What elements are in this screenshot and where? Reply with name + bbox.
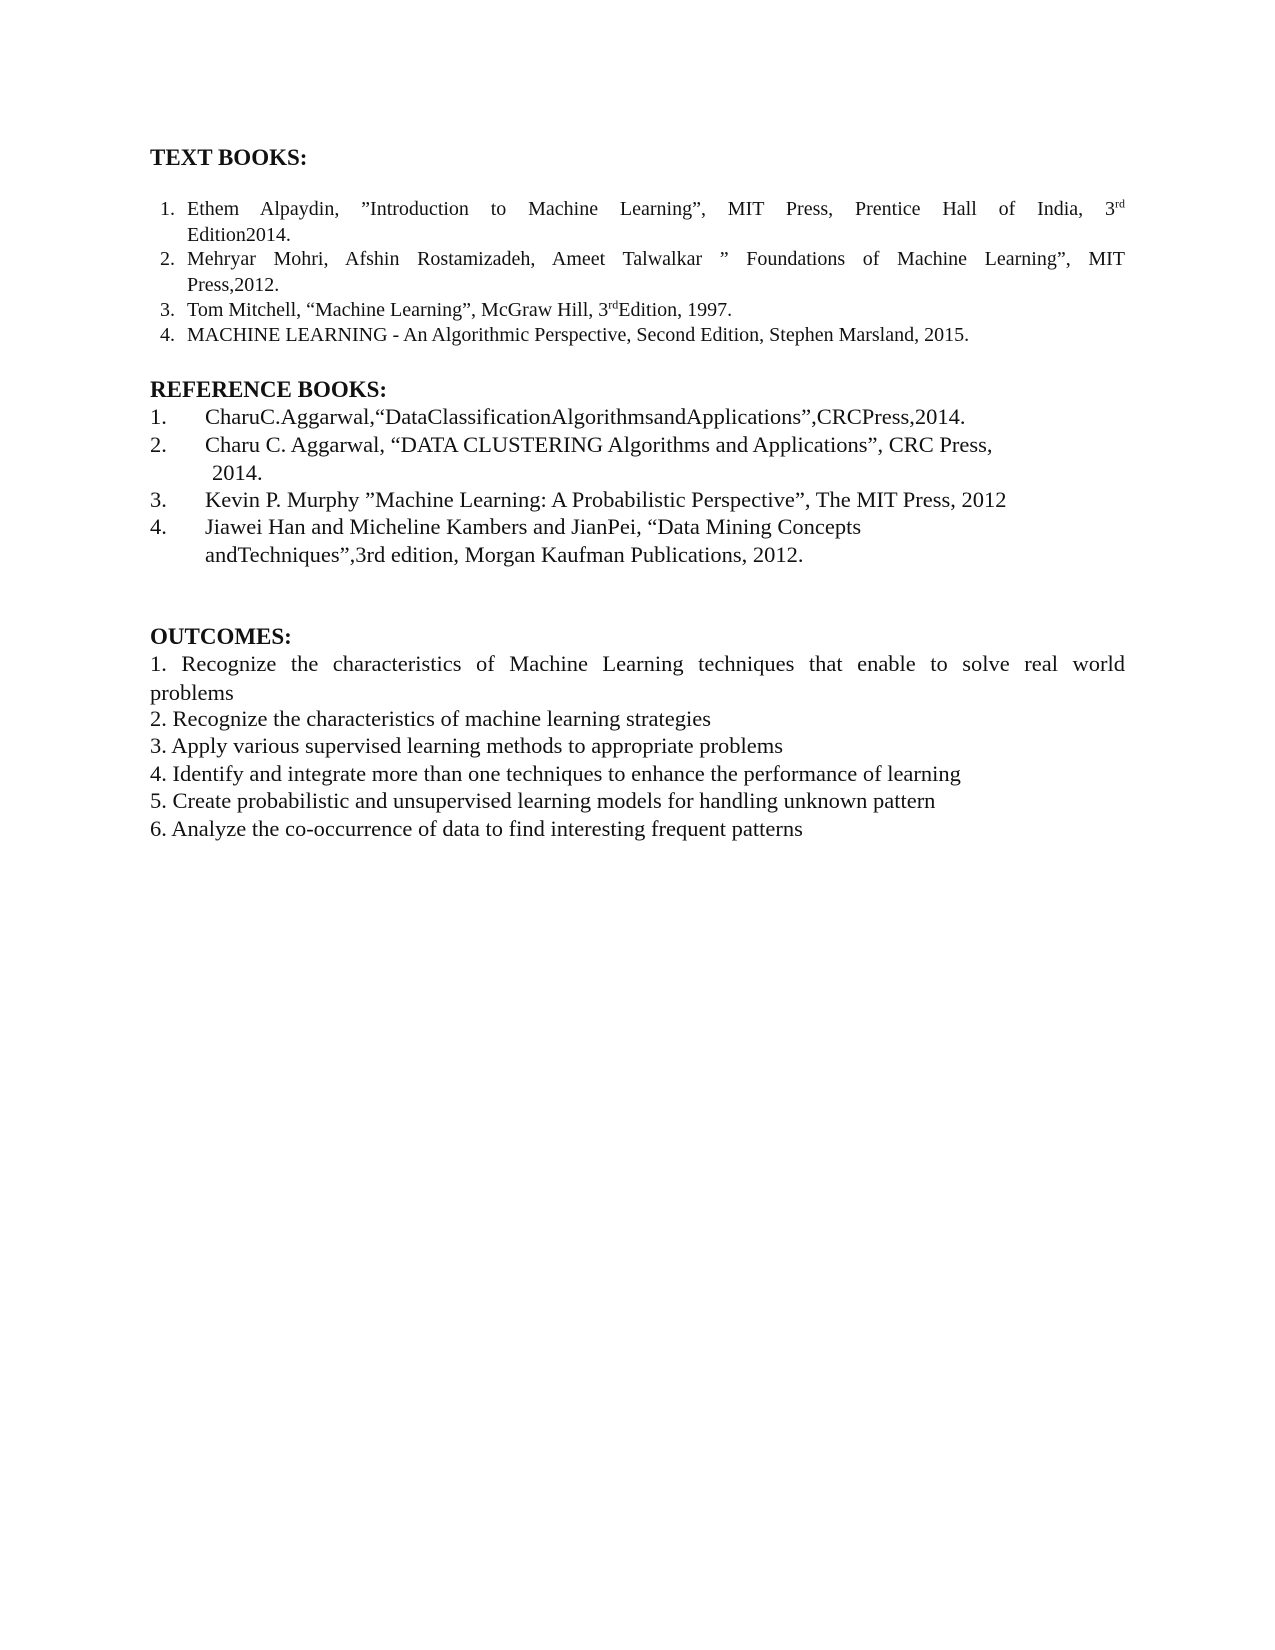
- superscript: rd: [608, 297, 619, 312]
- reference-book-item-2: [150, 431, 1110, 487]
- text-book-number: 1.: [160, 198, 175, 220]
- outcome-line: 1. Recognize the characteristics of Machine Learning techniques that enable to solve real world: [150, 651, 1125, 676]
- text-book-number: 2.: [160, 248, 175, 270]
- text-book-line: Mehryar Mohri, Afshin Rostamizadeh, Ameet Talwalkar ” Foundations of Machine Learning”, MIT: [187, 248, 1125, 270]
- outcome-line: problems: [150, 679, 234, 705]
- reference-book-line: andTechniques”,3rd edition, Morgan Kaufman Publications, 2012.: [205, 542, 804, 567]
- reference-book-line: CharuC.Aggarwal,“DataClassificationAlgorithmsandApplications”,CRCPress,2014.: [205, 404, 966, 429]
- reference-book-line: Jiawei Han and Micheline Kambers and JianPei, “Data Mining Concepts: [205, 514, 862, 539]
- outcome-item-6: 6. Analyze the co-occurrence of data to find interesting frequent patterns: [150, 816, 803, 841]
- text-books-heading: TEXT BOOKS:: [150, 145, 308, 170]
- reference-book-number: 3.: [150, 487, 167, 512]
- reference-book-item-4: [150, 513, 1110, 569]
- outcome-item-5: 5. Create probabilistic and unsupervised learning models for handling unknown pattern: [150, 788, 936, 813]
- superscript: rd: [1115, 196, 1125, 211]
- text-book-line: MACHINE LEARNING - An Algorithmic Perspective, Second Edition, Stephen Marsland, 2015.: [187, 324, 970, 346]
- reference-book-line: 2014.: [212, 460, 263, 485]
- text-book-item-2: [150, 246, 1125, 298]
- outcomes-heading: OUTCOMES:: [150, 624, 292, 649]
- outcome-item-2: 2. Recognize the characteristics of machine learning strategies: [150, 706, 712, 731]
- text-book-line: Ethem Alpaydin, ”Introduction to Machine Learning”, MIT Press, Prentice Hall of India, 3: [187, 198, 1115, 220]
- text-book-line: Press,2012.: [187, 274, 280, 296]
- outcome-item-4: 4. Identify and integrate more than one techniques to enhance the performance of learning: [150, 761, 961, 786]
- reference-book-number: 4.: [150, 514, 167, 539]
- reference-book-item-3: [150, 486, 1110, 514]
- reference-book-number: 1.: [150, 404, 167, 429]
- text-book-line: Tom Mitchell, “Machine Learning”, McGraw Hill, 3: [187, 299, 609, 321]
- outcome-item-3: 3. Apply various supervised learning methods to appropriate problems: [150, 733, 783, 758]
- outcome-item-1: [150, 650, 1125, 707]
- reference-book-line: Kevin P. Murphy ”Machine Learning: A Probabilistic Perspective”, The MIT Press, 2012: [205, 487, 1007, 512]
- reference-books-heading: REFERENCE BOOKS:: [150, 377, 388, 402]
- text-book-item-3: [150, 297, 1125, 323]
- text-book-line: Edition, 1997.: [618, 299, 733, 321]
- reference-book-number: 2.: [150, 432, 167, 457]
- text-book-number: 4.: [160, 324, 175, 346]
- text-book-line: Edition2014.: [187, 224, 291, 246]
- reference-book-line: Charu C. Aggarwal, “DATA CLUSTERING Algorithms and Applications”, CRC Press,: [205, 432, 993, 457]
- text-book-item-4: [150, 322, 1125, 348]
- text-book-number: 3.: [160, 299, 175, 321]
- text-book-item-1: [150, 196, 1125, 248]
- reference-book-item-1: [150, 403, 1110, 431]
